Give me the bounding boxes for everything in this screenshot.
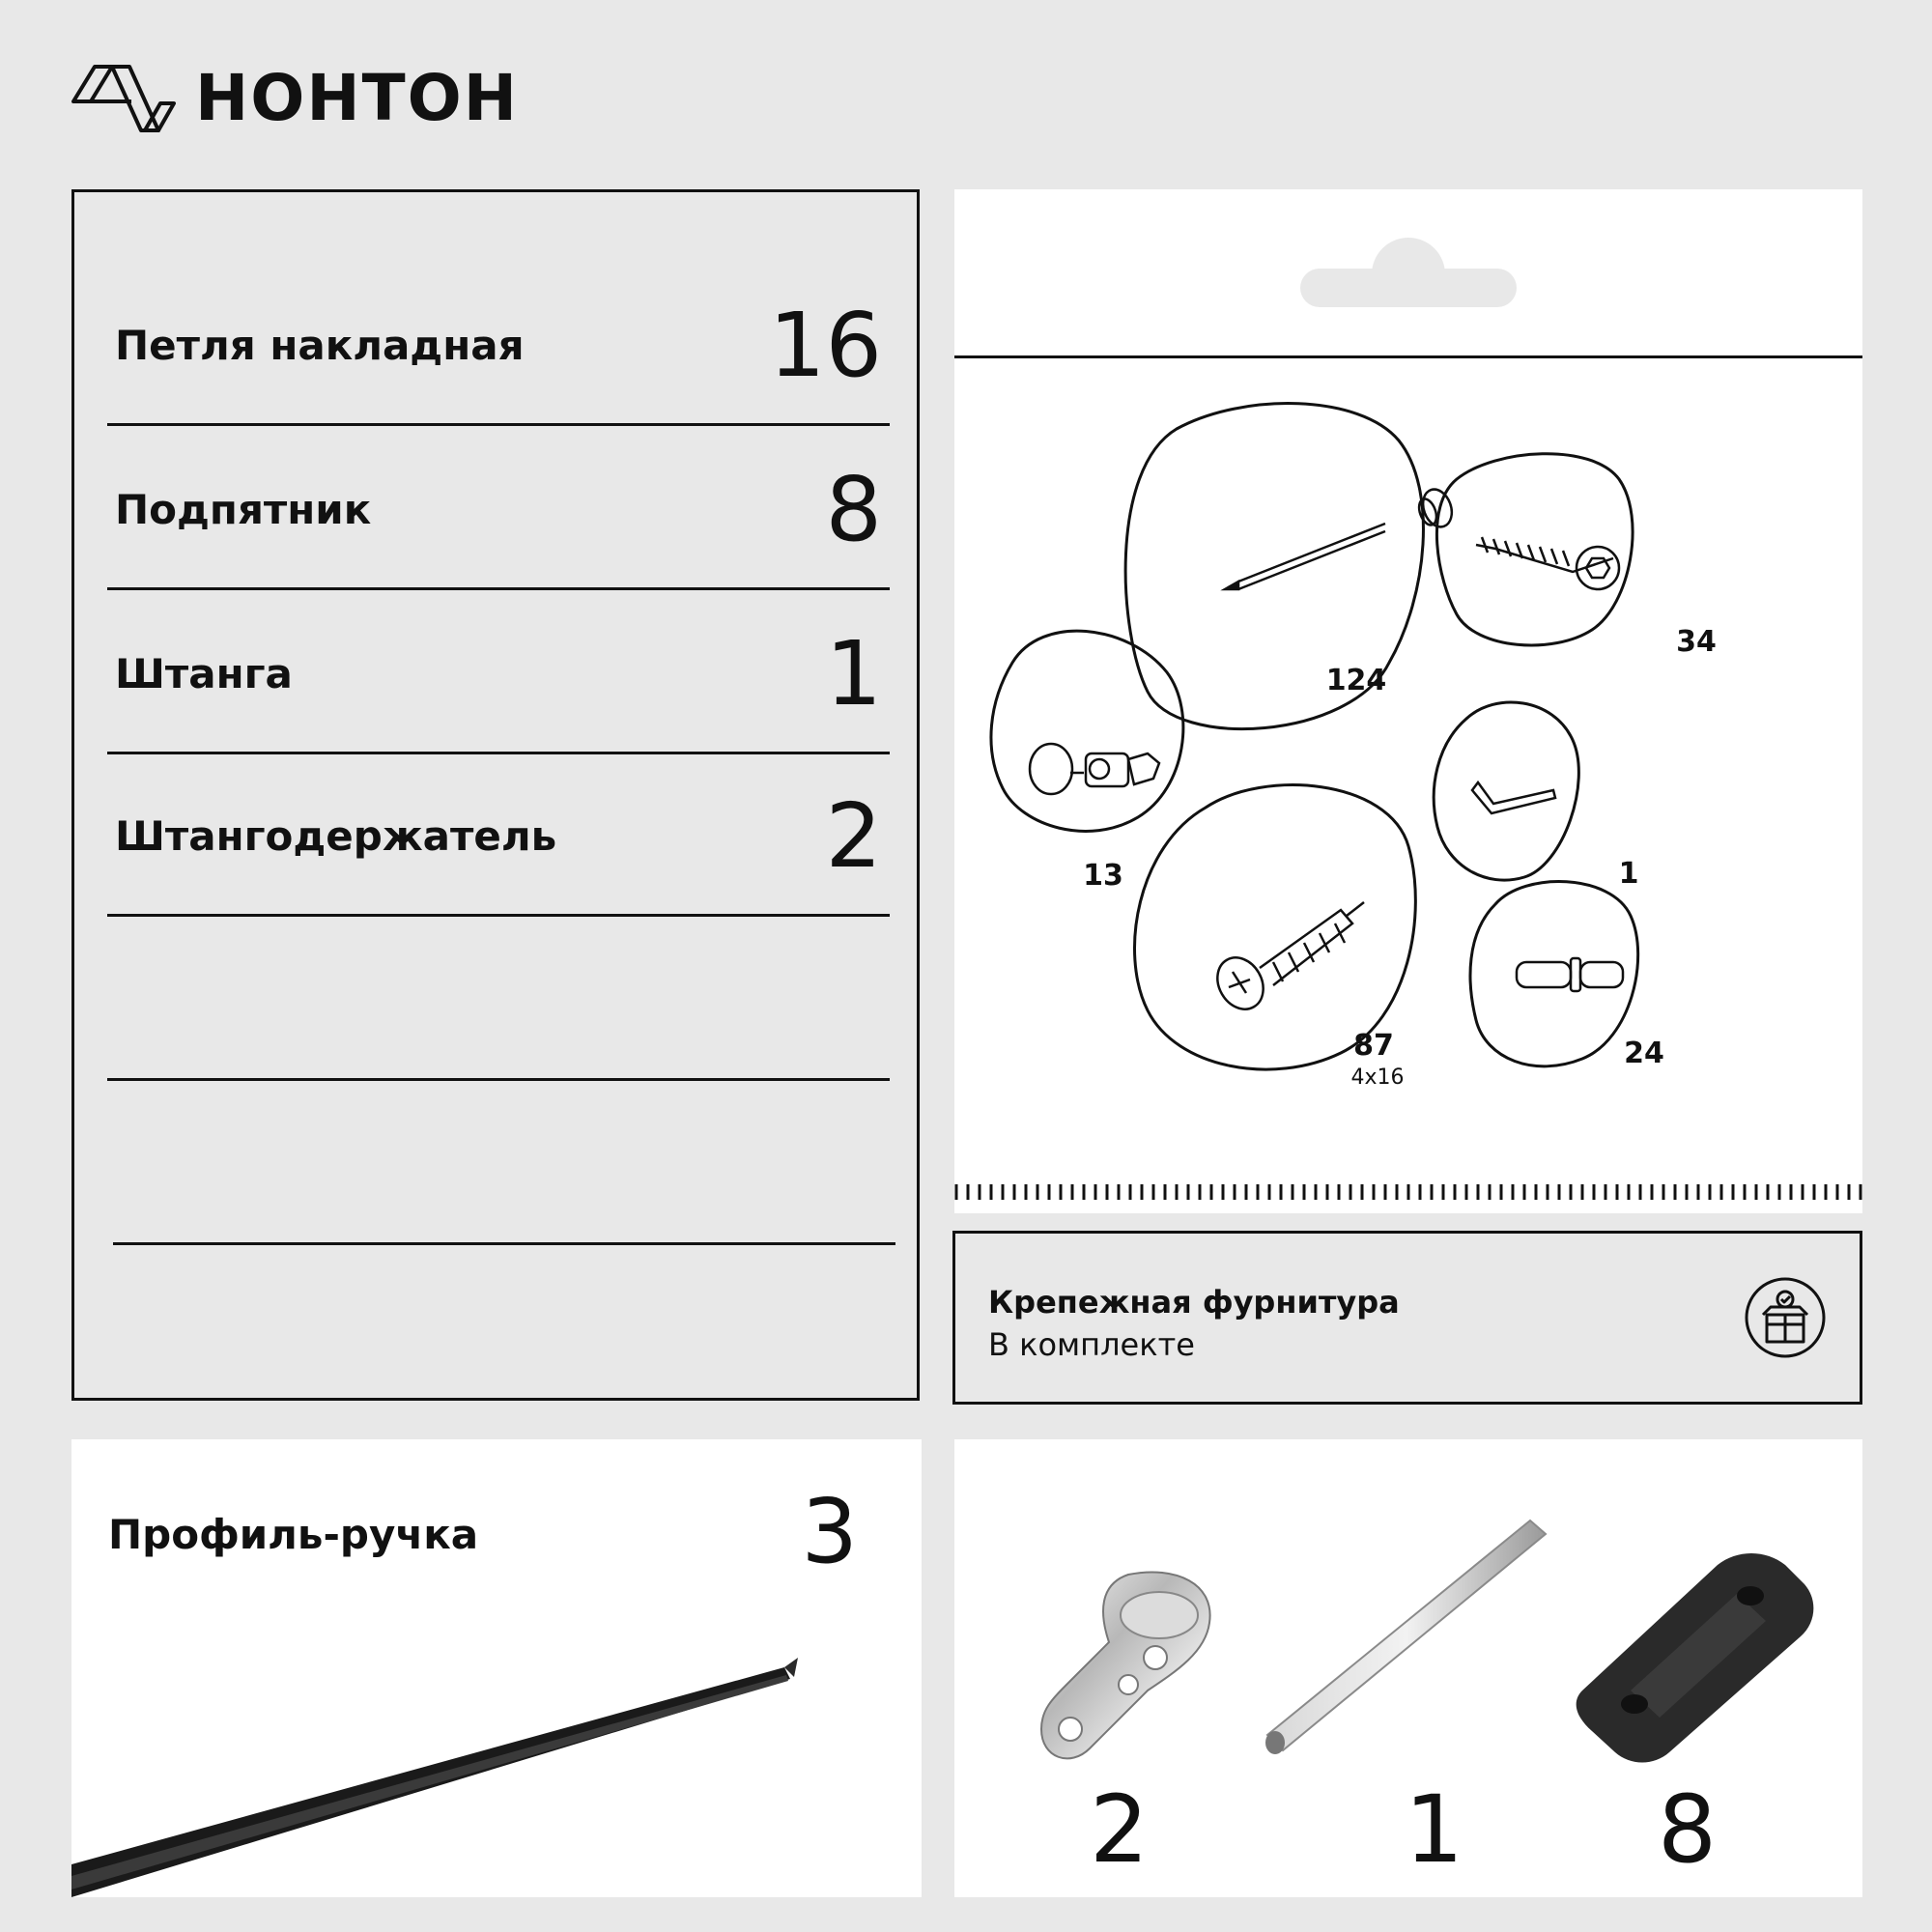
nail-count: 124 — [1325, 664, 1387, 697]
hardware-info-status: В комплекте — [988, 1326, 1195, 1363]
items-list-panel — [71, 189, 920, 1401]
list-item-label: Петля накладная — [115, 322, 525, 369]
wood-screw-size: 4x16 — [1350, 1065, 1405, 1090]
confirmat-screw-icon — [1476, 537, 1619, 589]
brand — [70, 54, 519, 141]
list-item-empty — [107, 917, 890, 1081]
confirmat-blob — [1436, 454, 1633, 645]
fasteners-illustration — [954, 189, 1862, 1213]
profile-handle-card — [71, 1439, 922, 1897]
wood-screw-icon — [1208, 902, 1364, 1017]
list-item-label: Штангодержатель — [115, 812, 557, 860]
list-item-count: 8 — [825, 458, 882, 561]
glide-pad-count: 8 — [1658, 1776, 1718, 1884]
nonton-logo-icon — [70, 59, 176, 136]
dowel-icon — [1517, 958, 1623, 991]
wood-screw-count: 87 — [1353, 1029, 1394, 1063]
list-item-count: 2 — [825, 784, 882, 888]
rod-image — [1264, 1507, 1553, 1758]
hex-key-icon — [1472, 782, 1555, 813]
list-item-label: Подпятник — [115, 486, 372, 533]
profile-handle-count: 3 — [801, 1480, 858, 1583]
hex-key-blob — [1434, 702, 1578, 880]
rod-items-card — [954, 1439, 1862, 1897]
cam-lock-blob — [991, 631, 1183, 831]
profile-handle-image — [71, 1439, 922, 1897]
rod-holder-image — [1032, 1565, 1225, 1777]
list-item-empty — [113, 1081, 895, 1245]
dowel-blob — [1470, 882, 1638, 1066]
hardware-info-title: Крепежная фурнитура — [988, 1284, 1400, 1321]
list-item-label: Штанга — [115, 650, 293, 697]
hex-key-count: 1 — [1618, 857, 1639, 891]
wood-screw-blob — [1135, 785, 1416, 1069]
glide-pad-image — [1573, 1546, 1814, 1768]
rod-holder-count: 2 — [1090, 1776, 1150, 1884]
list-item-count: 1 — [825, 622, 882, 725]
list-item — [107, 754, 890, 917]
rod-count: 1 — [1405, 1776, 1464, 1884]
profile-handle-label: Профиль-ручка — [108, 1511, 479, 1558]
cam-lock-count: 13 — [1083, 859, 1123, 893]
list-item — [107, 271, 890, 426]
confirmat-count: 34 — [1676, 625, 1717, 659]
dowel-count: 24 — [1624, 1037, 1664, 1070]
perforation — [956, 1184, 1861, 1200]
list-item — [107, 426, 890, 590]
box-check-icon — [1744, 1276, 1827, 1359]
list-item-count: 16 — [768, 294, 882, 397]
list-item — [107, 590, 890, 754]
hardware-info-box — [952, 1231, 1862, 1405]
brand-name: НОНТОН — [195, 60, 519, 135]
cam-lock-icon — [1030, 744, 1159, 794]
